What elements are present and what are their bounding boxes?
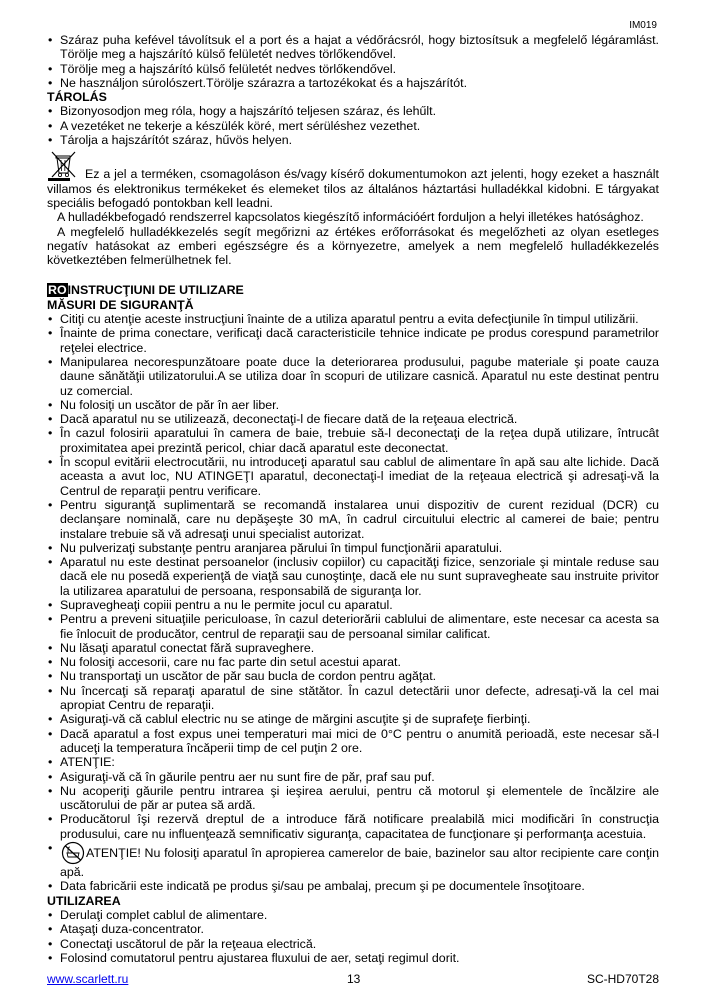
list-item: • Înainte de prima conectare, verificaţi dacă caracteristicile tehnice indicate pe produs corespund parametrilor reţelei electrice. xyxy=(47,326,659,355)
no-bathtub-icon xyxy=(60,841,86,865)
list-item: • Dacă aparatul a fost expus unei temperaturi mai mici de 0°C pentru o anumită perioadă, este necesar să-l aduceţi la temperatura încăperii timp de cel puţin 2 ore. xyxy=(47,727,659,756)
page-number: 13 xyxy=(347,972,361,986)
eco-paragraph: A megfelelő hulladékkezelés segít megőrizni az értékes erőforrásokat és megelőzheti az olyan esetleges negatív hatásokat az emberi egészségre és a környezetre, amelyek a nem megfelelő hulladékkezelés következtében felmerülhetnek fel. xyxy=(47,224,659,268)
crossed-out-bin-icon xyxy=(47,149,81,181)
list-item: • Pentru a preveni situaţiile periculoase, în cazul deteriorării cablului de alimentare, este necesar ca acesta sa fie înlocuit de producător, centrul de reparaţii sau de persoanal similar calificat. xyxy=(47,612,659,641)
language-tag: RO xyxy=(48,283,67,298)
list-item: • Nu folosiţi un uscător de păr în aer liber. xyxy=(47,398,659,412)
page-footer xyxy=(47,972,659,988)
ro-safety-list xyxy=(47,312,659,894)
list-item: • Pentru siguranţă suplimentară se recomandă instalarea unui dispozitiv de curent rezidual (DCR) cu declanşare nominală, care nu depăşeşte 30 mA, în cadrul circuitului electric al camerei de baie; pentru instalare trebuie să vă adresaţi unui specialist autorizat. xyxy=(47,498,659,541)
list-item: • ATENŢIE: xyxy=(47,755,659,769)
eco-disposal-section xyxy=(47,149,659,210)
document-code: IM019 xyxy=(629,20,657,31)
bath-warning-text: ATENŢIE! Nu folosiţi aparatul în apropierea camerelor de baie, bazinelor sau altor recipiente care conţin apă. xyxy=(60,846,659,880)
list-item-bath-warning xyxy=(47,841,659,879)
list-item: • Tárolja a hajszárítót száraz, hűvös helyen. xyxy=(47,133,659,147)
ro-usage-list xyxy=(47,908,659,965)
list-item: • Nu încercaţi să reparaţi aparatul de sine stătător. În cazul detectării unor defecte, adresaţi-vă la cel mai apropiat Centru de reparaţii. xyxy=(47,684,659,713)
ro-title-text: INSTRUCŢIUNI DE UTILIZARE xyxy=(67,283,244,298)
list-item: • Nu lăsaţi aparatul conectat fără supraveghere. xyxy=(47,641,659,655)
eco-paragraph: A hulladékbefogadó rendszerrel kapcsolatos kiegészítő információért forduljon a helyi illetékes hatósághoz. xyxy=(57,210,644,225)
list-item: • Derulaţi complet cablul de alimentare. xyxy=(47,908,659,922)
list-item: • Ataşaţi duza-concentrator. xyxy=(47,922,659,936)
list-item: • Producătorul îşi rezervă dreptul de a introduce fără notificare prealabilă mici modificări în construcţia produsului, care nu influenţează semnificativ siguranţa, capacitatea de funcţionare şi performanţa acestuia. xyxy=(47,812,659,841)
ro-section-title xyxy=(47,283,659,297)
hu-storage-list xyxy=(47,104,659,147)
list-item: • Ne használjon súrolószert.Törölje szárazra a tartozékokat és a hajszárítót. xyxy=(47,76,659,90)
list-item: • Aparatul nu este destinat persoanelor (inclusiv copiilor) cu capacităţi fizice, senzoriale şi mintale reduse sau dacă ele nu posedă experienţă de viaţă sau cunoştinţe, dacă ele nu sunt supravegheate sau instruite privitor la utilizarea aparatului de persoana, responsabilă de siguranţa lor. xyxy=(47,555,659,598)
list-item: • Manipularea necorespunzătoare poate duce la deteriorarea produsului, pagube materiale şi poate cauza daune sănătăţii utilizatorului.A se utiliza doar în scopuri de utilizare casnică. Aparatul nu este destinat pentru uz comercial. xyxy=(47,355,659,398)
ro-safety-heading: MĂSURI DE SIGURANŢĂ xyxy=(47,297,194,312)
list-item: • Folosind comutatorul pentru ajustarea fluxului de aer, setaţi regimul dorit. xyxy=(47,951,659,965)
list-item: • Data fabricării este indicată pe produs şi/sau pe ambalaj, precum şi pe documentele însoţitoare. xyxy=(47,879,659,893)
page-content xyxy=(47,33,659,965)
list-item: • Nu folosiţi accesorii, care nu fac parte din setul acestui aparat. xyxy=(47,655,659,669)
list-item: • Száraz puha kefével távolítsuk el a port és a hajat a védőrácsról, hogy biztosítsuk a megfelelő légáramlást. Törölje meg a hajszárító külső felületét nedves törlőkendővel. xyxy=(47,33,659,62)
website-link[interactable]: www.scarlett.ru xyxy=(47,972,129,986)
hu-storage-heading: TÁROLÁS xyxy=(47,90,107,105)
eco-paragraph: Ez a jel a terméken, csomagoláson és/vagy kísérő dokumentumokon azt jelenti, hogy ezeket a használt villamos és elektronikus termékeket és elemeket tilos az általános háztartási hulladékkal kidobni. E tárgyakat speciális befogadó pontokban kell leadni. xyxy=(47,167,659,210)
list-item: • Nu transportaţi un uscător de păr sau bucla de cordon pentru agăţat. xyxy=(47,669,659,683)
list-item: • Dacă aparatul nu se utilizează, deconectaţi-l de fiecare dată de la reţeaua electrică. xyxy=(47,412,659,426)
ro-usage-heading: UTILIZAREA xyxy=(47,893,121,908)
list-item: • Citiţi cu atenţie aceste instrucţiuni înainte de a utiliza aparatul pentru a evita defecţiunile în timpul utilizării. xyxy=(47,312,659,326)
hu-cleaning-list xyxy=(47,33,659,90)
list-item: • Törölje meg a hajszárító külső felületét nedves törlőkendővel. xyxy=(47,62,659,76)
list-item: • Nu acoperiţi găurile pentru intrarea şi ieşirea aerului, pentru că motorul şi elementele de încălzire ale uscătorului de păr ar putea să ardă. xyxy=(47,784,659,813)
list-item: • Asiguraţi-vă că cablul electric nu se atinge de mărgini ascuţite şi de suprafeţe fierbinţi. xyxy=(47,712,659,726)
list-item: • Asiguraţi-vă că în găurile pentru aer nu sunt fire de păr, praf sau puf. xyxy=(47,770,659,784)
list-item: • Nu pulverizaţi substanţe pentru aranjarea părului în timpul funcţionării aparatului. xyxy=(47,541,659,555)
list-item: • Bizonyosodjon meg róla, hogy a hajszárító teljesen száraz, és lehűlt. xyxy=(47,104,659,118)
model-number: SC-HD70T28 xyxy=(586,972,659,986)
list-item: • În cazul folosirii aparatului în camera de baie, trebuie să-l deconectaţi de la reţea după utilizare, întrucât proximitatea apei prezintă pericol, chiar dacă aparatul este deconectat. xyxy=(47,426,659,455)
list-item: • Conectaţi uscătorul de păr la reţeaua electrică. xyxy=(47,937,659,951)
list-item: • Supravegheaţi copiii pentru a nu le permite jocul cu aparatul. xyxy=(47,598,659,612)
list-item: • În scopul evitării electrocutării, nu introduceţi aparatul sau cablul de alimentare în apă sau alte lichide. Dacă aceasta a avut loc, NU ATINGEŢI aparatul, deconectaţi-l imediat de la reţeaua electrică şi adresaţi-vă la Centrul de reparaţii pentru verificare. xyxy=(47,455,659,498)
list-item: • A vezetéket ne tekerje a készülék köré, mert sérüléshez vezethet. xyxy=(47,119,659,133)
